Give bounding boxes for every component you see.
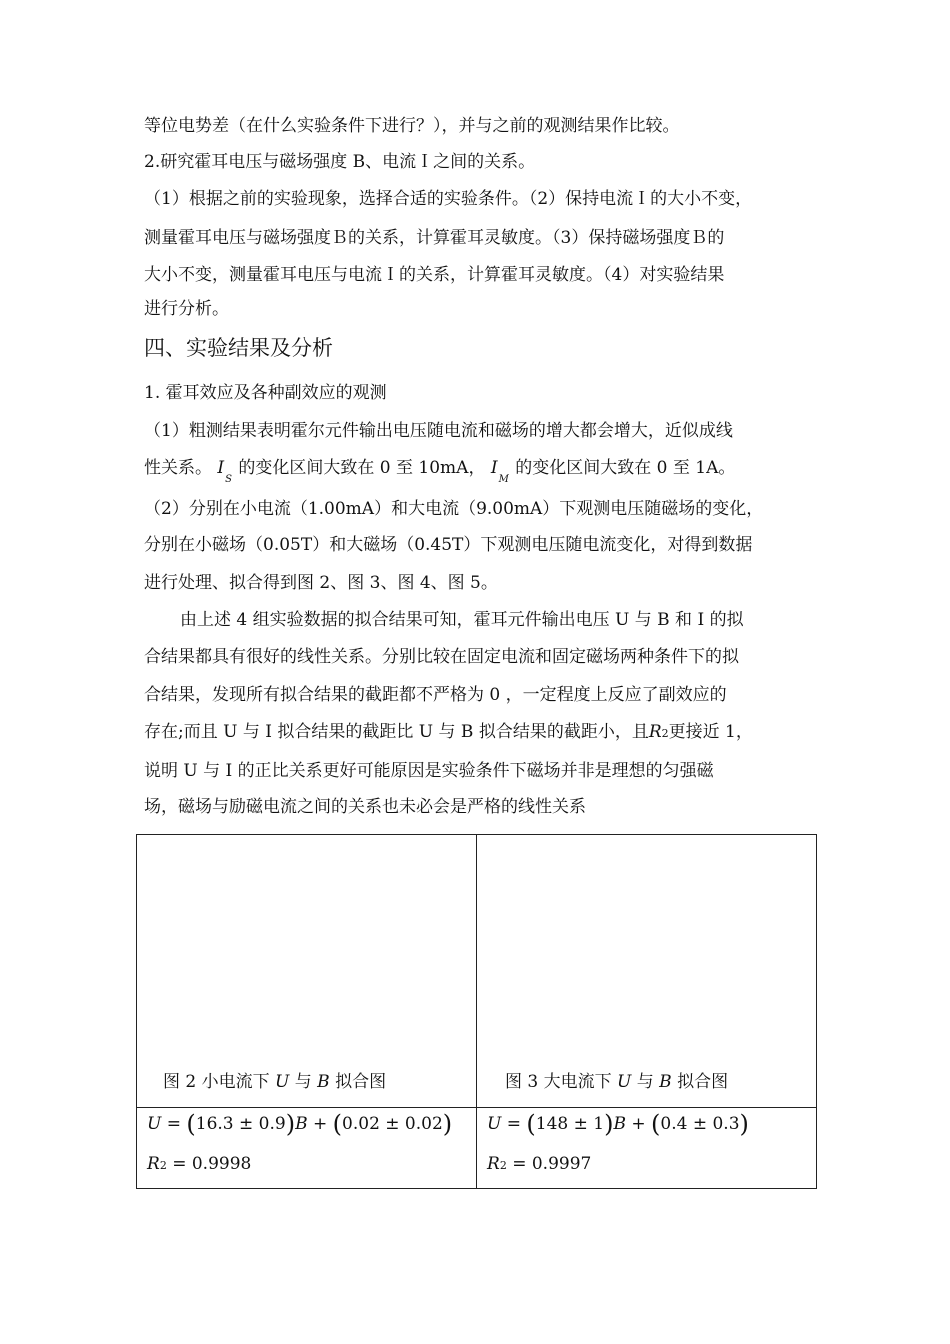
eq-slope: 16.3 ± 0.9 [195,1114,286,1134]
line-3: （1）根据之前的实验现象，选择合适的实验条件。（2）保持电流Ｉ的大小不变， [144,189,753,209]
r-exp: 2 [499,1159,507,1172]
r-value: = 0.9997 [512,1154,592,1174]
caption-symbol-b: B [317,1072,330,1092]
p2-line-2: 分别在小磁场（0.05T）和大磁场（0.45T）下观测电压随电流变化，对得到数据 [144,535,753,555]
p1-text-b: 的变化区间大致在 0 至 10mA， [238,458,486,478]
line-6: 进行分析。 [144,299,229,319]
caption-text: 图 3 大电流下 [505,1072,618,1092]
line-4: 测量霍耳电压与磁场强度Ｂ的关系，计算霍耳灵敏度。（3）保持磁场强度Ｂ的 [144,228,725,248]
r-squared [487,1154,591,1174]
r-value: = 0.9998 [172,1154,252,1174]
caption-text: 与 [289,1072,318,1092]
eq-symbol-b: B [295,1114,308,1134]
eq-symbol-u: U [147,1114,162,1134]
p2-line-1: （2）分别在小电流（1.00mA）和大电流（9.00mA）下观测电压随磁场的变化， [144,499,764,519]
p1-text-c: 的变化区间大致在 0 至 1A。 [515,458,736,478]
p1-text-a: 性关系。 [144,458,212,478]
line-5: 大小不变，测量霍耳电压与电流Ｉ的关系，计算霍耳灵敏度。（4）对实验结果 [144,265,725,285]
r-exp: 2 [159,1159,167,1172]
fit-equation: U = (16.3 ± 0.9)B + (0.02 ± 0.02) [147,1110,453,1138]
r-squared-exp: 2 [661,727,669,740]
figure-2-caption [163,1067,386,1092]
caption-text: 拟合图 [671,1072,729,1092]
p2-line-3: 进行处理、拟合得到图 2、图 3、图 4、图 5。 [144,573,498,593]
p1-line-2 [144,456,735,483]
subscript-m: M [498,474,509,485]
p1-line-1: （1）粗测结果表明霍尔元件输出电压随电流和磁场的增大都会增大，近似成线 [144,421,733,441]
line-1: 等位电势差（在什么实验条件下进行？），并与之前的观测结果作比较。 [144,116,680,136]
figure-2-cell [137,835,477,1108]
caption-symbol-b: B [659,1072,672,1092]
eq-intercept: 0.4 ± 0.3 [660,1114,740,1134]
symbol-i-m: I [490,458,498,478]
caption-symbol-u: U [275,1072,290,1092]
figure-3-cell [477,835,817,1108]
p3-line-6: 场，磁场与励磁电流之间的关系也未必会是严格的线性关系 [144,797,586,817]
r-squared-symbol: R [648,722,662,742]
sub-heading: 1. 霍耳效应及各种副效应的观测 [144,383,387,403]
caption-text: 图 2 小电流下 [163,1072,276,1092]
figure-table [136,834,817,1189]
fit-equation: U = (148 ± 1)B + (0.4 ± 0.3) [487,1110,749,1138]
caption-text: 拟合图 [329,1072,387,1092]
section-heading: 四、实验结果及分析 [144,336,333,360]
eq-symbol-b: B [613,1114,626,1134]
symbol-i-s: I [217,458,225,478]
r-squared [147,1154,251,1174]
r-label: R [147,1154,160,1174]
p3-line-4 [144,720,753,746]
caption-symbol-u: U [617,1072,632,1092]
line-2: 2.研究霍耳电压与磁场强度 B、电流Ｉ之间的关系。 [144,152,536,172]
p3-line-2: 合结果都具有很好的线性关系。分别比较在固定电流和固定磁场两种条件下的拟 [144,647,739,667]
p3-text-b: 更接近 1， [668,722,753,742]
r-label: R [487,1154,500,1174]
figure-2-equation-cell [137,1108,477,1189]
p3-text-a: 存在;而且 U 与 I 拟合结果的截距比 U 与 B 拟合结果的截距小，且 [144,722,649,742]
eq-slope: 148 ± 1 [535,1114,605,1134]
p3-line-5: 说明 U 与 I 的正比关系更好可能原因是实验条件下磁场并非是理想的匀强磁 [144,761,714,781]
eq-symbol-u: U [487,1114,502,1134]
subscript-s: S [225,474,232,485]
caption-text: 与 [631,1072,660,1092]
figure-3-equation-cell [477,1108,817,1189]
p3-line-3: 合结果，发现所有拟合结果的截距都不严格为 0 ，一定程度上反应了副效应的 [144,685,727,705]
eq-intercept: 0.02 ± 0.02 [342,1114,443,1134]
p3-line-1: 由上述 4 组实验数据的拟合结果可知，霍耳元件输出电压 U 与 B 和 I 的拟 [180,610,744,630]
figure-3-caption [505,1067,728,1092]
